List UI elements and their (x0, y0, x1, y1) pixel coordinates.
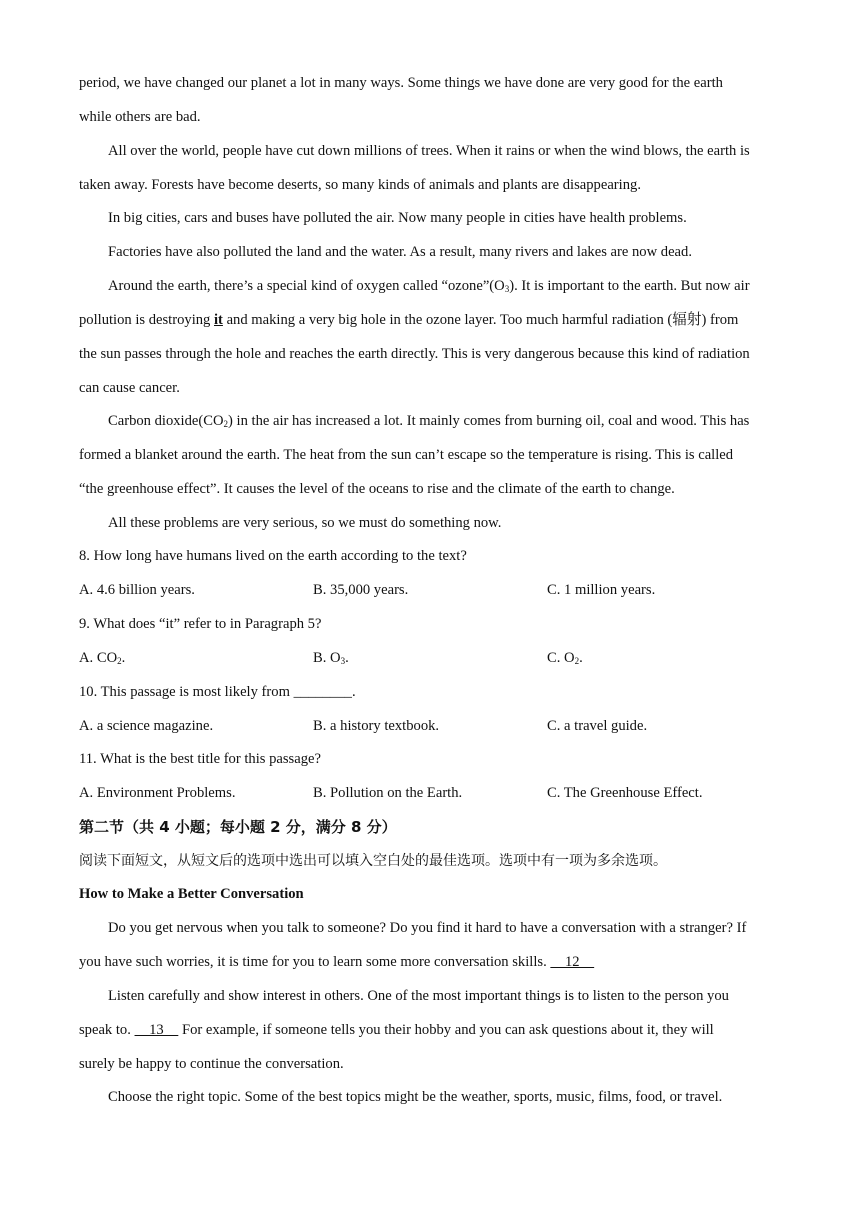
text-run: . (579, 650, 583, 666)
option-9b (313, 648, 349, 668)
passage-line (108, 411, 780, 431)
passage-line: “the greenhouse effect”. It causes the level of the oceans to rise and the climate of the earth to change. (79, 481, 675, 497)
text-run: . (121, 650, 126, 666)
text-run: . (345, 650, 349, 666)
text-run: speak to. (79, 1022, 135, 1038)
passage-line: Choose the right topic. Some of the best topics might be the weather, sports, music, films, food, or travel. (108, 1089, 723, 1105)
text-run: C. O (547, 650, 575, 666)
passage-line: Listen carefully and show interest in others. One of the most important things is to listen to the person you (108, 988, 729, 1004)
section-heading: 第二节（共 4 小题；每小题 2 分，满分 8 分） (79, 818, 397, 836)
option-8c: C. 1 million years. (547, 582, 656, 598)
section-instruction: 阅读下面短文，从短文后的选项中选出可以填入空白处的最佳选项。选项中有一项为多余选项。 (79, 853, 667, 869)
text-run: pollution is destroying (79, 312, 214, 328)
passage-line: All these problems are very serious, so we must do something now. (108, 515, 502, 531)
option-11c: C. The Greenhouse Effect. (547, 785, 703, 801)
passage-line (79, 952, 780, 972)
passage-line: can cause cancer. (79, 380, 180, 396)
question-8: 8. How long have humans lived on the earth according to the text? (79, 548, 467, 564)
text-run: ) in the air has increased a lot. It mainly comes from burning oil, coal and wood. This has (228, 413, 750, 429)
text-run: B. O (313, 650, 341, 666)
option-8b: B. 35,000 years. (313, 582, 409, 598)
passage-line: taken away. Forests have become deserts, so many kinds of animals and plants are disappearing. (79, 177, 641, 193)
subscript: 3 (340, 656, 346, 666)
subscript: 2 (223, 419, 229, 429)
option-8a: A. 4.6 billion years. (79, 582, 195, 598)
text-run: For example, if someone tells you their hobby and you can ask questions about it, they will (178, 1022, 714, 1038)
underlined-it: it (214, 312, 223, 328)
option-10b: B. a history textbook. (313, 718, 440, 734)
text-run: Around the earth, there’s a special kind of oxygen called “ozone”(O (108, 278, 505, 294)
text-run: ). It is important to the earth. But now air (509, 278, 750, 294)
passage-line: while others are bad. (79, 109, 201, 125)
passage-line: All over the world, people have cut down millions of trees. When it rains or when the wind blows, the earth is (108, 143, 750, 159)
passage-line: Do you get nervous when you talk to someone? Do you find it hard to have a conversation with a stranger? If (108, 920, 747, 936)
passage-line (108, 276, 780, 296)
passage-line: formed a blanket around the earth. The heat from the sun can’t escape so the temperature is rising. This is called (79, 447, 734, 463)
option-11b: B. Pollution on the Earth. (313, 785, 463, 801)
passage-line (79, 310, 780, 330)
blank-13: 13 (134, 1022, 179, 1038)
question-9: 9. What does “it” refer to in Paragraph 5? (79, 616, 322, 632)
option-10a: A. a science magazine. (79, 718, 214, 734)
text-run: A. CO (79, 650, 118, 666)
passage-line: period, we have changed our planet a lot in many ways. Some things we have done are very good for the earth (79, 75, 723, 91)
text-run: you have such worries, it is time for you to learn some more conversation skills. (79, 954, 551, 970)
option-9c (547, 648, 583, 668)
text-run: Carbon dioxide(CO (108, 413, 224, 429)
passage-title: How to Make a Better Conversation (79, 886, 304, 902)
passage-line: In big cities, cars and buses have polluted the air. Now many people in cities have health problems. (108, 210, 687, 226)
passage-line (79, 1020, 780, 1040)
question-10: 10. This passage is most likely from ________. (79, 684, 356, 700)
question-11: 11. What is the best title for this passage? (79, 751, 321, 767)
passage-line: Factories have also polluted the land and the water. As a result, many rivers and lakes are now dead. (108, 244, 692, 260)
option-11a: A. Environment Problems. (79, 785, 236, 801)
subscript: 2 (117, 656, 122, 666)
subscript: 2 (574, 656, 580, 666)
option-9a (79, 648, 125, 668)
option-10c: C. a travel guide. (547, 718, 648, 734)
passage-line: surely be happy to continue the conversation. (79, 1056, 344, 1072)
subscript: 3 (504, 284, 510, 294)
text-run: and making a very big hole in the ozone layer. Too much harmful radiation (辐射) from (222, 312, 739, 328)
blank-12: 12 (550, 954, 595, 970)
passage-line: the sun passes through the hole and reaches the earth directly. This is very dangerous because this kind of radiation (79, 346, 750, 362)
